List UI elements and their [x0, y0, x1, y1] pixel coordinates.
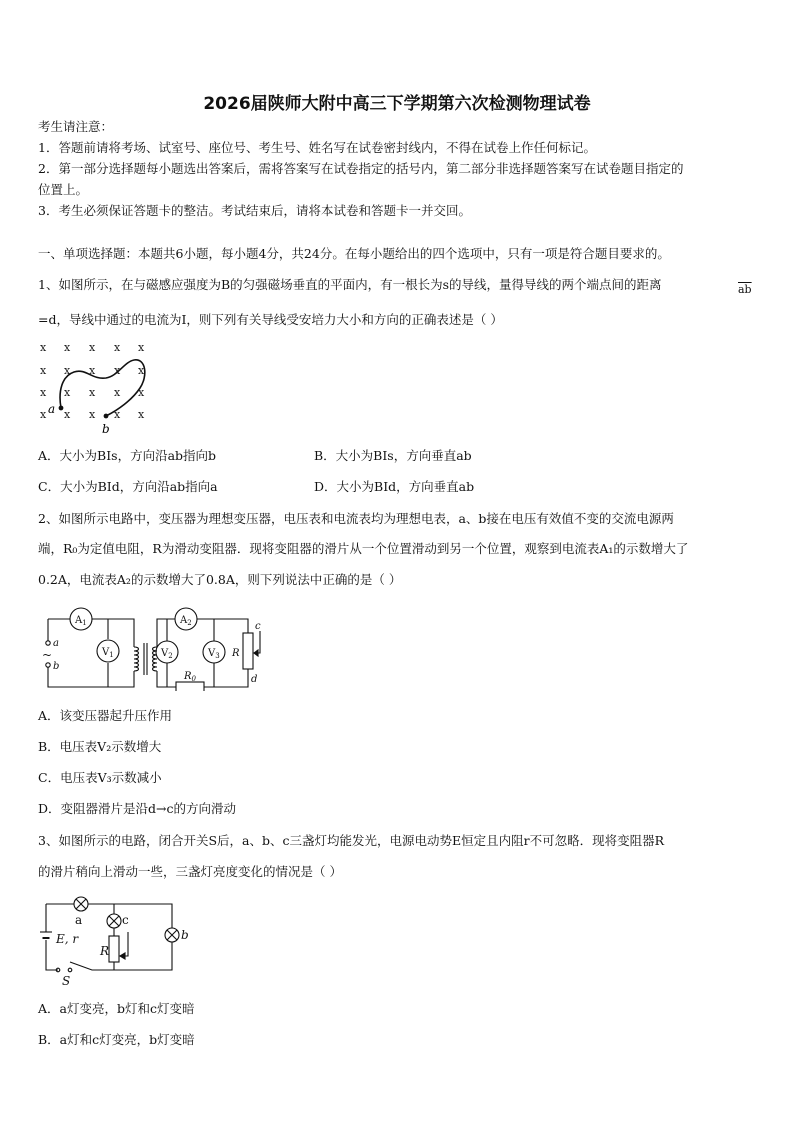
label-s: S [62, 974, 71, 986]
notice-item-1: 1．答题前请将考场、试室号、座位号、考生号、姓名写在试卷密封线内，不得在试卷上作任何标记。 [38, 140, 596, 155]
a-label: a [53, 638, 59, 649]
label-c: c [122, 913, 129, 927]
primary-wire [48, 619, 134, 687]
label-b: b [181, 928, 189, 942]
field-cross: x [40, 408, 47, 421]
field-cross: x [114, 364, 121, 377]
wire-end-b [104, 414, 109, 419]
d-label: d [251, 674, 258, 685]
slider-arrow [120, 953, 125, 959]
field-cross: x [138, 408, 145, 421]
q1-magnetic-field-figure [34, 336, 164, 436]
field-cross: x [138, 341, 145, 354]
q2-stem-line3: 0.2A，电流表A₂的示数增大了0.8A，则下列说法中正确的是（ ） [38, 572, 402, 587]
field-cross: x [138, 364, 145, 377]
notice-item-2-cont: 位置上。 [38, 182, 89, 197]
q2-option-b[interactable]: B．电压表V₂示数增大 [38, 739, 162, 754]
section-heading: 一、单项选择题：本题共6小题，每小题4分，共24分。在每小题给出的四个选项中，只有一项是符合题目要求的。 [38, 246, 670, 261]
terminal-a [46, 641, 50, 645]
r0-label: $R_0$ [184, 671, 196, 683]
field-cross: x [89, 364, 96, 377]
v1-label: $V_1$ [102, 647, 114, 659]
q1-stem-line1: 1、如图所示，在与磁感应强度为B的匀强磁场垂直的平面内，有一根长为s的导线，量得导线的两个端点间的距离 [38, 277, 662, 292]
secondary-top-wire [157, 619, 248, 647]
a2-label: $A_2$ [180, 615, 192, 627]
c-label: c [255, 621, 261, 632]
q1-option-a[interactable]: A．大小为BIs，方向沿ab指向b [38, 448, 217, 463]
q2-stem-line1: 2、如图所示电路中，变压器为理想变压器，电压表和电流表均为理想电表，a、b接在电压有效值不变的交流电源两 [38, 511, 674, 526]
primary-coil [134, 647, 139, 671]
field-cross: x [64, 408, 71, 421]
q3-stem-line2: 的滑片稍向上滑动一些，三盏灯亮度变化的情况是（ ） [38, 864, 342, 879]
v2-label: $V_2$ [161, 648, 173, 660]
lamp-a-cross [76, 899, 86, 909]
label-e-r: E, r [56, 932, 79, 946]
q3-option-a[interactable]: A．a灯变亮，b灯和c灯变暗 [38, 1001, 195, 1016]
notice-item-3: 3．考生必须保证答题卡的整洁。考试结束后，请将本试卷和答题卡一并交回。 [38, 203, 471, 218]
field-cross: x [89, 341, 96, 354]
slider-arrow [254, 650, 258, 656]
rheostat-slider [254, 631, 260, 653]
field-crosses [40, 341, 145, 421]
q2-stem-line2: 端，R₀为定值电阻，R为滑动变阻器．现将变阻器的滑片从一个位置滑动到另一个位置，观察到电流表A₁的示数增大了 [38, 541, 689, 556]
field-cross: x [64, 364, 71, 377]
resistor-r0 [176, 682, 204, 691]
lamp-b-cross [167, 930, 177, 940]
r-label: R [232, 648, 240, 659]
q1-option-d[interactable]: D．大小为BId，方向垂直ab [314, 479, 475, 494]
wire-end-a [59, 406, 64, 411]
q1-stem-line2: =d，导线中通过的电流为I，则下列有关导线受安培力大小和方向的正确表述是（ ） [38, 312, 503, 327]
q3-option-b[interactable]: B．a灯和c灯变亮，b灯变暗 [38, 1032, 195, 1047]
notice-heading: 考生请注意： [38, 119, 114, 134]
q1-ab-overline: $\overline{ab}$ [738, 283, 752, 296]
rheostat-r [243, 633, 253, 669]
field-cross: x [114, 386, 121, 399]
rheostat-r [109, 936, 119, 962]
field-cross: x [64, 386, 71, 399]
q2-option-a[interactable]: A．该变压器起升压作用 [38, 708, 173, 723]
q2-option-d[interactable]: D．变阻器滑片是沿d→c的方向滑动 [38, 801, 236, 816]
field-cross: x [40, 341, 47, 354]
field-cross: x [138, 386, 145, 399]
field-cross: x [114, 408, 121, 421]
b-label: b [53, 661, 60, 672]
q1-option-b[interactable]: B．大小为BIs，方向垂直ab [314, 448, 472, 463]
label-a: a [75, 913, 83, 927]
label-r: R [100, 944, 110, 958]
rheostat-slider [120, 932, 128, 956]
q2-option-c[interactable]: C．电压表V₃示数减小 [38, 770, 162, 785]
v3-label: $V_3$ [208, 648, 220, 660]
terminal-b [46, 663, 50, 667]
page-title: 2026届陕师大附中高三下学期第六次检测物理试卷 [203, 94, 591, 114]
switch-contact [68, 968, 72, 972]
notice-item-2: 2．第一部分选择题每小题选出答案后，需将答案写在试卷指定的括号内，第二部分非选择题答案写在试卷题目指定的 [38, 161, 684, 176]
q2-transformer-circuit-figure [36, 603, 272, 691]
field-cross: x [89, 408, 96, 421]
ac-symbol: ~ [42, 648, 53, 662]
a1-label: $A_1$ [75, 615, 87, 627]
curved-wire [60, 360, 145, 416]
field-cross: x [89, 386, 96, 399]
label-a: a [48, 402, 56, 416]
lamp-c-cross [109, 916, 119, 926]
q3-stem-line1: 3、如图所示的电路，闭合开关S后，a、b、c三盏灯均能发光，电源电动势E恒定且内阻r不可忽略．现将变阻器R [38, 833, 664, 848]
field-cross: x [40, 386, 47, 399]
field-cross: x [64, 341, 71, 354]
field-cross: x [114, 341, 121, 354]
q3-lamp-circuit-figure [36, 892, 196, 986]
field-cross: x [40, 364, 47, 377]
q1-option-c[interactable]: C．大小为BId，方向沿ab指向a [38, 479, 218, 494]
label-b: b [102, 422, 110, 436]
